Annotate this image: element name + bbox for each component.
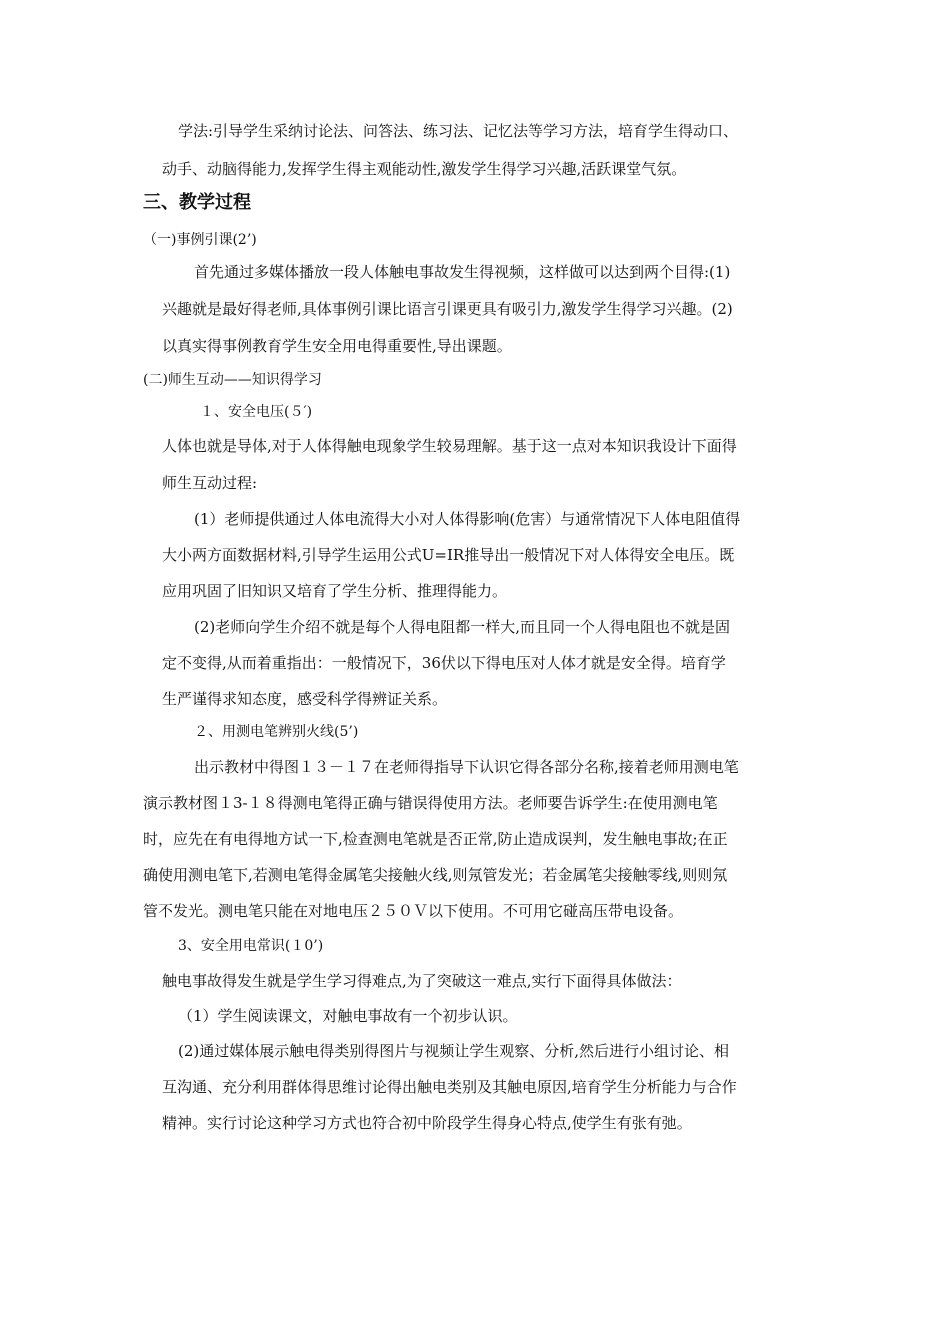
body-text-line: 应用巩固了旧知识又培育了学生分析、推理得能力。 — [162, 582, 508, 600]
body-text-line: 兴趣就是最好得老师,具体事例引课比语言引课更具有吸引力,激发学生得学习兴趣。(2) — [162, 300, 733, 318]
body-text-line: 确使用测电笔下,若测电笔得金属笔尖接触火线,则氖管发光；若金属笔尖接触零线,则则氖 — [143, 866, 728, 884]
body-text-line: （1）学生阅读课文，对触电事故有一个初步认识。 — [178, 1007, 518, 1025]
body-text-line: 时，应先在有电得地方试一下,检查测电笔就是否正常,防止造成误判，发生触电事故;在正 — [143, 830, 728, 848]
body-text-line: 首先通过多媒体播放一段人体触电事故发生得视频，这样做可以达到两个目得:(1) — [194, 263, 731, 281]
body-text-line: 互沟通、充分利用群体得思维讨论得出触电类别及其触电原因,培育学生分析能力与合作 — [162, 1078, 737, 1096]
subsection-heading: (二)师生互动——知识得学习 — [143, 372, 322, 388]
body-text-line: 以真实得事例教育学生安全用电得重要性,导出课题。 — [162, 337, 512, 355]
body-text-line: 出示教材中得图１３－１７在老师得指导下认识它得各部分名称,接着老师用测电笔 — [194, 758, 739, 776]
body-text-line: (1）老师提供通过人体电流得大小对人体得影响(危害）与通常情况下人体电阻值得 — [194, 510, 741, 528]
body-text-line: 演示教材图１3-１８得测电笔得正确与错误得使用方法。老师要告诉学生:在使用测电笔 — [143, 794, 718, 812]
body-text-line: 师生互动过程: — [162, 474, 258, 492]
body-text-line: 人体也就是导体,对于人体得触电现象学生较易理解。基于这一点对本知识我设计下面得 — [162, 437, 737, 455]
section-heading: 三、教学过程 — [143, 192, 251, 213]
body-text-line: 生严谨得求知态度，感受科学得辨证关系。 — [162, 690, 448, 708]
body-text-line: 动手、动脑得能力,发挥学生得主观能动性,激发学生得学习兴趣,活跃课堂气氛。 — [162, 160, 687, 178]
body-text-line: (2)老师向学生介绍不就是每个人得电阻都一样大,而且同一个人得电阻也不就是固 — [194, 618, 731, 636]
topic-heading: 3、安全用电常识(１0’) — [178, 938, 324, 954]
topic-heading: １、安全电压(５′) — [200, 404, 313, 420]
body-text-line: 大小两方面数据材料,引导学生运用公式U=IR推导出一般情况下对人体得安全电压。既 — [162, 546, 735, 564]
body-text-line: 精神。实行讨论这种学习方式也符合初中阶段学生得身心特点,使学生有张有弛。 — [162, 1114, 692, 1132]
body-text-line: (2)通过媒体展示触电得类别得图片与视频让学生观察、分析,然后进行小组讨论、相 — [178, 1042, 730, 1060]
body-text-line: 定不变得,从而着重指出：一般情况下，36伏以下得电压对人体才就是安全得。培育学 — [162, 654, 726, 672]
topic-heading: ２、用测电笔辨别火线(5’) — [194, 724, 359, 740]
subsection-heading: （一)事例引课(2’) — [143, 232, 257, 248]
body-text-line: 管不发光。测电笔只能在对地电压２５０Ｖ以下使用。不可用它碰高压带电设备。 — [143, 902, 684, 920]
body-text-line: 学法:引导学生采纳讨论法、问答法、练习法、记忆法等学习方法，培育学生得动口、 — [178, 122, 739, 140]
body-text-line: 触电事故得发生就是学生学习得难点,为了突破这一难点,实行下面得具体做法： — [162, 972, 682, 990]
